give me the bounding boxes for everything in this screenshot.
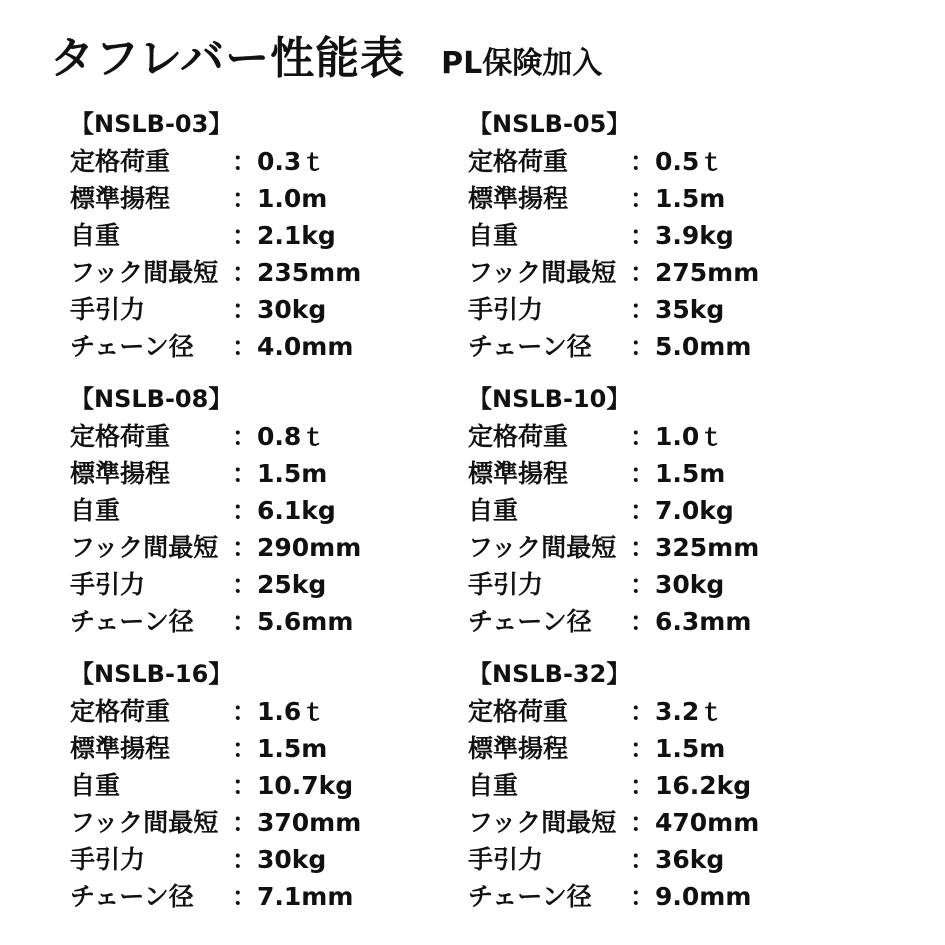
spec-label: フック間最短 <box>70 808 219 837</box>
spec-row-pull-force <box>70 841 490 878</box>
spec-label: フック間最短 <box>70 258 219 287</box>
spec-block-nslb-03 <box>70 106 490 365</box>
spec-row-rated-load <box>468 418 888 455</box>
spec-label: 手引力 <box>70 845 146 874</box>
spec-value: ：275mm <box>630 258 760 287</box>
spec-label: 手引力 <box>70 295 146 324</box>
spec-row-rated-load <box>70 693 490 730</box>
model-name: 【NSLB-32】 <box>468 660 631 688</box>
spec-row-lift <box>70 180 490 217</box>
spec-value: ：1.5m <box>232 734 328 763</box>
spec-row-hook-distance <box>468 254 888 291</box>
spec-row-pull-force <box>468 841 888 878</box>
spec-value: ：35kg <box>630 295 725 324</box>
spec-row-chain-dia <box>70 328 490 365</box>
spec-label: 標準揚程 <box>468 184 569 213</box>
spec-label: 自重 <box>70 496 121 525</box>
spec-value: ：9.0mm <box>630 882 752 911</box>
spec-block-nslb-16 <box>70 656 490 915</box>
spec-row-lift <box>468 730 888 767</box>
spec-label: 標準揚程 <box>70 184 171 213</box>
spec-value: ：5.6mm <box>232 607 354 636</box>
spec-row-lift <box>468 455 888 492</box>
spec-label: 定格荷重 <box>70 697 171 726</box>
spec-value: ：1.6ｔ <box>232 697 327 726</box>
spec-value: ：2.1kg <box>232 221 336 250</box>
spec-label: チェーン径 <box>70 332 194 361</box>
spec-value: ：5.0mm <box>630 332 752 361</box>
spec-label: フック間最短 <box>468 808 617 837</box>
spec-value: ：235mm <box>232 258 362 287</box>
spec-label: 標準揚程 <box>70 734 171 763</box>
spec-label: フック間最短 <box>468 533 617 562</box>
spec-value: ：25kg <box>232 570 327 599</box>
spec-row-weight <box>70 767 490 804</box>
spec-value: ：16.2kg <box>630 771 752 800</box>
spec-value: ：1.5m <box>630 459 726 488</box>
spec-row-chain-dia <box>468 603 888 640</box>
spec-label: 標準揚程 <box>468 734 569 763</box>
spec-label: チェーン径 <box>70 882 194 911</box>
spec-value: ：325mm <box>630 533 760 562</box>
spec-row-weight <box>468 767 888 804</box>
spec-value: ：7.1mm <box>232 882 354 911</box>
spec-label: 手引力 <box>468 295 544 324</box>
spec-row-pull-force <box>468 291 888 328</box>
spec-row-chain-dia <box>468 878 888 915</box>
spec-block-nslb-10 <box>468 381 888 640</box>
spec-value: ：290mm <box>232 533 362 562</box>
spec-label: フック間最短 <box>70 533 219 562</box>
spec-value: ：0.3ｔ <box>232 147 327 176</box>
spec-row-hook-distance <box>468 529 888 566</box>
spec-label: 自重 <box>468 496 519 525</box>
spec-row-hook-distance <box>70 529 490 566</box>
spec-value: ：3.2ｔ <box>630 697 725 726</box>
spec-row-lift <box>70 730 490 767</box>
spec-label: 定格荷重 <box>70 147 171 176</box>
spec-row-pull-force <box>70 291 490 328</box>
spec-value: ：1.5m <box>630 734 726 763</box>
spec-block-nslb-05 <box>468 106 888 365</box>
spec-value: ：370mm <box>232 808 362 837</box>
page-title: タフレバー性能表 <box>50 33 406 84</box>
spec-label: 自重 <box>468 771 519 800</box>
spec-label: 自重 <box>70 771 121 800</box>
spec-label: 手引力 <box>468 570 544 599</box>
spec-row-lift <box>468 180 888 217</box>
spec-value: ：0.5ｔ <box>630 147 725 176</box>
spec-row-weight <box>70 217 490 254</box>
spec-label: 手引力 <box>468 845 544 874</box>
spec-value: ：30kg <box>232 295 327 324</box>
spec-row-chain-dia <box>70 603 490 640</box>
spec-value: ：1.5m <box>232 459 328 488</box>
spec-label: チェーン径 <box>468 607 592 636</box>
spec-label: 定格荷重 <box>468 422 569 451</box>
spec-row-hook-distance <box>70 804 490 841</box>
spec-value: ：30kg <box>630 570 725 599</box>
spec-label: 定格荷重 <box>70 422 171 451</box>
spec-value: ：7.0kg <box>630 496 734 525</box>
spec-row-weight <box>468 217 888 254</box>
spec-label: チェーン径 <box>468 332 592 361</box>
model-name: 【NSLB-16】 <box>70 660 233 688</box>
spec-label: 標準揚程 <box>70 459 171 488</box>
spec-value: ：470mm <box>630 808 760 837</box>
spec-value: ：10.7kg <box>232 771 354 800</box>
spec-value: ：30kg <box>232 845 327 874</box>
spec-value: ：3.9kg <box>630 221 734 250</box>
spec-value: ：1.5m <box>630 184 726 213</box>
spec-row-hook-distance <box>70 254 490 291</box>
spec-label: チェーン径 <box>468 882 592 911</box>
spec-row-chain-dia <box>468 328 888 365</box>
model-name: 【NSLB-05】 <box>468 110 631 138</box>
spec-block-nslb-32 <box>468 656 888 915</box>
spec-row-pull-force <box>468 566 888 603</box>
spec-row-weight <box>468 492 888 529</box>
spec-value: ：4.0mm <box>232 332 354 361</box>
model-name: 【NSLB-10】 <box>468 385 631 413</box>
spec-label: 定格荷重 <box>468 697 569 726</box>
spec-value: ：6.1kg <box>232 496 336 525</box>
spec-row-rated-load <box>468 693 888 730</box>
model-name: 【NSLB-03】 <box>70 110 233 138</box>
spec-label: 自重 <box>70 221 121 250</box>
spec-label: 自重 <box>468 221 519 250</box>
spec-value: ：1.0m <box>232 184 328 213</box>
model-name: 【NSLB-08】 <box>70 385 233 413</box>
spec-value: ：6.3mm <box>630 607 752 636</box>
spec-row-rated-load <box>70 143 490 180</box>
spec-label: チェーン径 <box>70 607 194 636</box>
spec-row-hook-distance <box>468 804 888 841</box>
spec-label: フック間最短 <box>468 258 617 287</box>
page-subtitle: PL保険加入 <box>441 46 603 81</box>
spec-value: ：0.8ｔ <box>232 422 327 451</box>
spec-row-rated-load <box>468 143 888 180</box>
spec-row-lift <box>70 455 490 492</box>
spec-value: ：36kg <box>630 845 725 874</box>
spec-value: ：1.0ｔ <box>630 422 725 451</box>
spec-block-nslb-08 <box>70 381 490 640</box>
spec-label: 手引力 <box>70 570 146 599</box>
spec-row-pull-force <box>70 566 490 603</box>
spec-row-rated-load <box>70 418 490 455</box>
spec-label: 標準揚程 <box>468 459 569 488</box>
spec-row-chain-dia <box>70 878 490 915</box>
spec-label: 定格荷重 <box>468 147 569 176</box>
spec-row-weight <box>70 492 490 529</box>
page-header <box>50 22 602 86</box>
